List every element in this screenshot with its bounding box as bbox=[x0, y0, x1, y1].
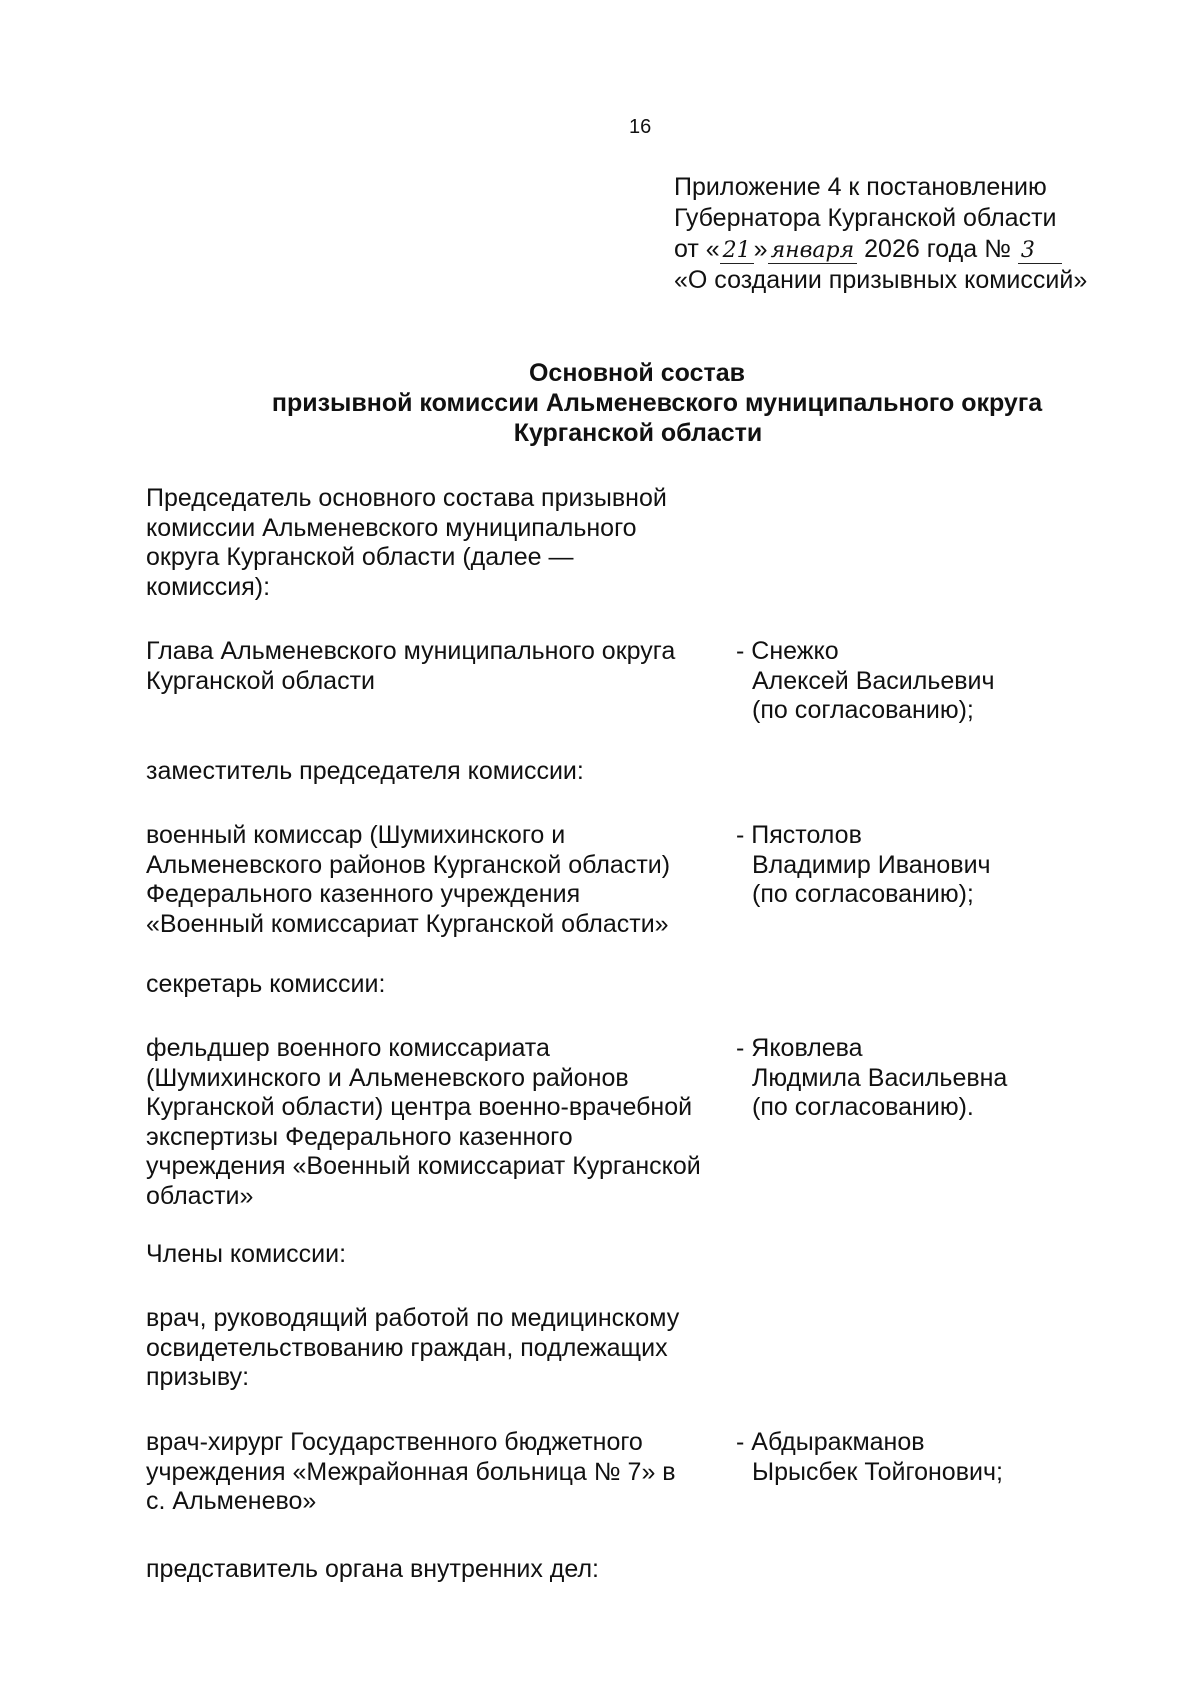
appendix-header bbox=[674, 172, 1087, 296]
title-line-3: Курганской области bbox=[513, 419, 763, 447]
members-heading: Члены комиссии: bbox=[146, 1240, 347, 1268]
secretary-position: фельдшер военного комиссариата (Шумихинского и Альменевского районов Курганской области) центра военно-врачебной экспертизы Федерального казенного учреждения «Военный комиссариат Курганской области» bbox=[146, 1034, 701, 1210]
title-line-2: призывной комиссии Альменевского муниципального округа bbox=[271, 389, 1043, 417]
document-title bbox=[0, 358, 1200, 448]
page-number: 16 bbox=[629, 116, 652, 138]
chairman-position: Глава Альменевского муниципального округа Курганской области bbox=[146, 637, 676, 695]
surgeon-person: - Абдыракманов Ырысбек Тойгонович; bbox=[736, 1428, 1003, 1486]
chairman-heading: Председатель основного состава призывной комиссии Альменевского муниципального округа Курганской области (далее — комиссия): bbox=[146, 484, 667, 601]
handwritten-day: 21 bbox=[720, 239, 754, 264]
surgeon-position: врач-хирург Государственного бюджетного учреждения «Межрайонная больница № 7» в с. Альменево» bbox=[146, 1428, 676, 1515]
chairman-person: - Снежко Алексей Васильевич (по согласованию); bbox=[736, 637, 995, 724]
appendix-line-3: от « 21 » января 2026 года № 3 bbox=[674, 234, 1087, 265]
deputy-heading: заместитель председателя комиссии: bbox=[146, 757, 584, 785]
appendix-line-1: Приложение 4 к постановлению bbox=[674, 173, 1047, 201]
secretary-heading: секретарь комиссии: bbox=[146, 970, 386, 998]
appendix-line-2: Губернатора Курганской области bbox=[674, 204, 1057, 232]
police-heading: представитель органа внутренних дел: bbox=[146, 1555, 600, 1583]
handwritten-number: 3 bbox=[1018, 239, 1062, 264]
appendix-line-4: «О создании призывных комиссий» bbox=[674, 266, 1088, 294]
title-line-1: Основной состав bbox=[528, 359, 746, 387]
secretary-person: - Яковлева Людмила Васильевна (по согласованию). bbox=[736, 1034, 1008, 1121]
deputy-position: военный комиссар (Шумихинского и Альменевского районов Курганской области) Федерального казенного учреждения «Военный комиссариат Курганской области» bbox=[146, 821, 671, 938]
handwritten-month: января bbox=[768, 239, 858, 264]
deputy-person: - Пястолов Владимир Иванович (по согласованию); bbox=[736, 821, 991, 908]
doctor-heading: врач, руководящий работой по медицинскому освидетельствованию граждан, подлежащих призыву: bbox=[146, 1304, 680, 1391]
